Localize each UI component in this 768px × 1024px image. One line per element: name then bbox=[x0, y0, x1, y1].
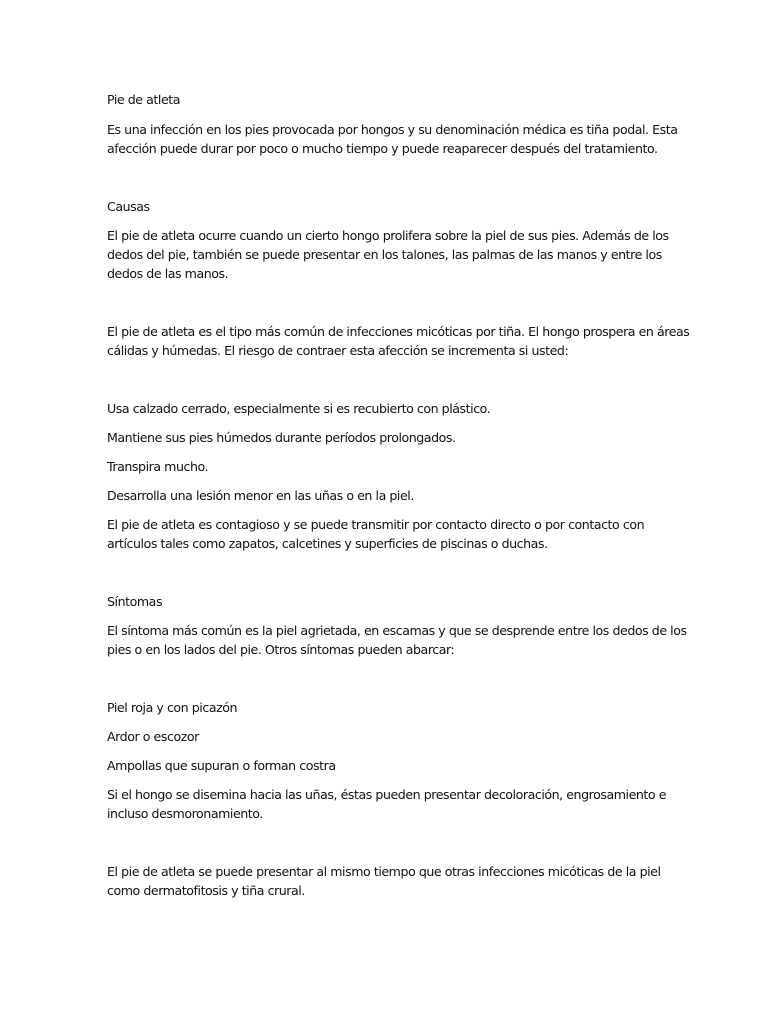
symptoms-paragraph-1-line-2: pies o en los lados del pie. Otros síntomas pueden abarcar: bbox=[107, 642, 455, 657]
symptom-item: Ampollas que supuran o forman costra bbox=[107, 758, 336, 773]
risk-factor-item: Transpira mucho. bbox=[107, 459, 209, 474]
causes-paragraph-2-line-1: El pie de atleta es el tipo más común de infecciones micóticas por tiña. El hongo prospera en áreas bbox=[107, 324, 690, 339]
symptoms-paragraph-2-line-2: incluso desmoronamiento. bbox=[107, 806, 263, 821]
intro-line-2: afección puede durar por poco o mucho tiempo y puede reaparecer después del tratamiento. bbox=[107, 141, 658, 156]
symptom-item: Ardor o escozor bbox=[107, 729, 199, 744]
symptoms-paragraph-3-line-2: como dermatofitosis y tiña crural. bbox=[107, 883, 305, 898]
causes-paragraph-1-line-1: El pie de atleta ocurre cuando un cierto hongo prolifera sobre la piel de sus pies. Además de los bbox=[107, 228, 669, 243]
symptom-item: Piel roja y con picazón bbox=[107, 700, 238, 715]
causes-paragraph-1-line-2: dedos del pie, también se puede presentar en los talones, las palmas de las manos y entre los bbox=[107, 247, 662, 262]
causes-paragraph-3-line-2: artículos tales como zapatos, calcetines y superficies de piscinas o duchas. bbox=[107, 536, 548, 551]
symptoms-heading: Síntomas bbox=[107, 594, 163, 609]
causes-heading: Causas bbox=[107, 199, 150, 214]
causes-paragraph-3-line-1: El pie de atleta es contagioso y se puede transmitir por contacto directo o por contacto con bbox=[107, 517, 645, 532]
risk-factor-item: Desarrolla una lesión menor en las uñas o en la piel. bbox=[107, 488, 414, 503]
causes-paragraph-2-line-2: cálidas y húmedas. El riesgo de contraer esta afección se incrementa si usted: bbox=[107, 343, 569, 358]
risk-factor-item: Usa calzado cerrado, especialmente si es recubierto con plástico. bbox=[107, 401, 491, 416]
risk-factor-item: Mantiene sus pies húmedos durante períodos prolongados. bbox=[107, 430, 456, 445]
causes-paragraph-1-line-3: dedos de las manos. bbox=[107, 266, 229, 281]
symptoms-paragraph-1-line-1: El síntoma más común es la piel agrietada, en escamas y que se desprende entre los dedos de los bbox=[107, 623, 687, 638]
symptoms-paragraph-2-line-1: Si el hongo se disemina hacia las uñas, éstas pueden presentar decoloración, engrosamiento e bbox=[107, 787, 667, 802]
document-title: Pie de atleta bbox=[107, 92, 181, 107]
intro-line-1: Es una infección en los pies provocada por hongos y su denominación médica es tiña podal. Esta bbox=[107, 122, 678, 137]
symptoms-paragraph-3-line-1: El pie de atleta se puede presentar al mismo tiempo que otras infecciones micóticas de la piel bbox=[107, 864, 661, 879]
